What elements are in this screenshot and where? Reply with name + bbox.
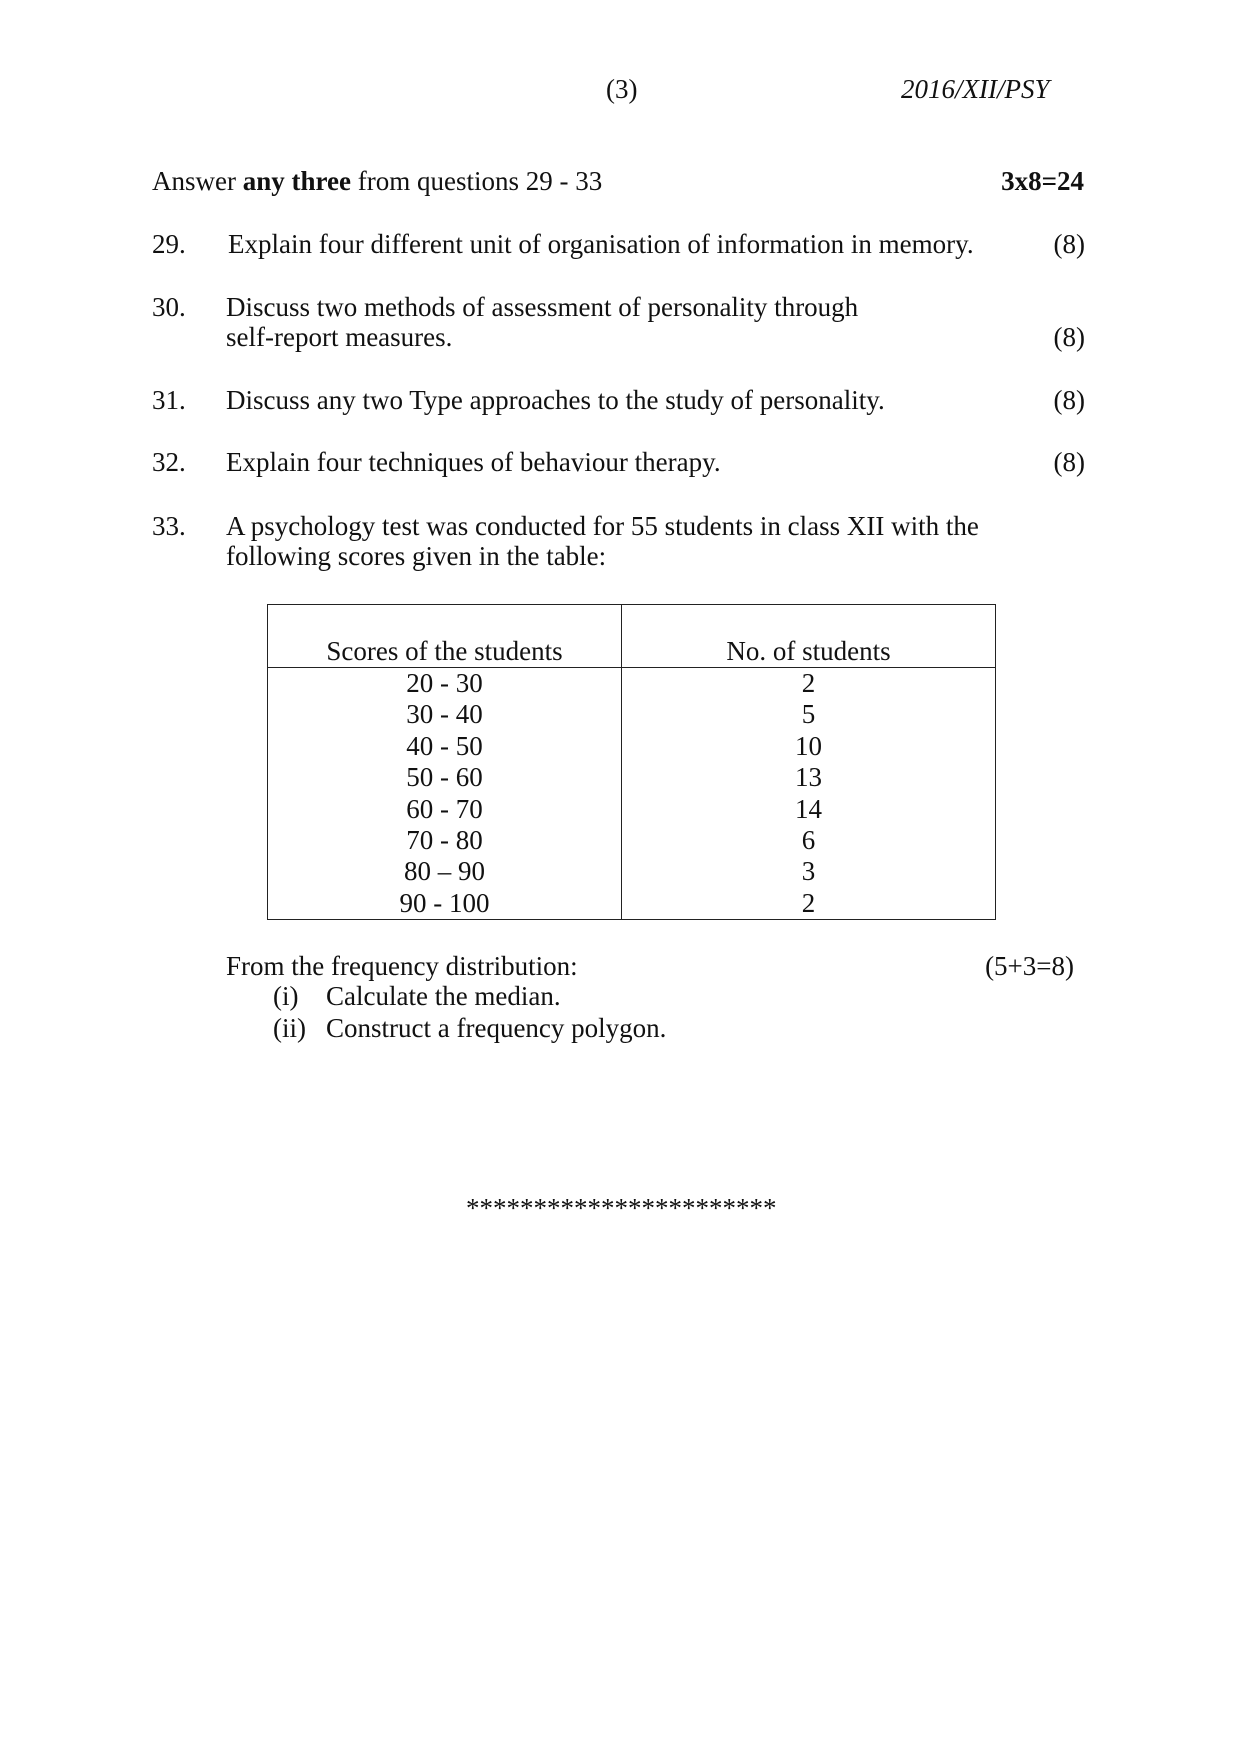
score-range-cell: 80 – 90 [268, 856, 622, 887]
student-count-cell: 10 [795, 730, 822, 761]
tasks-marks: (5+3=8) [985, 951, 1074, 981]
table-row [268, 888, 996, 920]
score-frequency-table [267, 604, 996, 920]
student-count-cell: 6 [801, 825, 816, 856]
question-marks: (8) [1053, 447, 1085, 477]
task-text: Calculate the median. [326, 981, 561, 1011]
table-row [268, 762, 996, 793]
question-marks: (8) [1053, 229, 1085, 259]
column-header-scores: Scores of the students [268, 605, 622, 668]
instruction-prefix: Answer [152, 166, 243, 196]
question-text: Explain four different unit of organisation of information in memory. [228, 229, 974, 259]
question-text-line-2: self-report measures. [226, 322, 453, 352]
score-range-cell: 40 - 50 [268, 731, 622, 762]
instruction-emphasis: any three [242, 166, 351, 196]
question-number: 30. [152, 292, 186, 322]
task-label: (i) [273, 981, 299, 1011]
table-row [268, 825, 996, 856]
student-count-cell: 5 [801, 699, 816, 730]
question-text: Explain four techniques of behaviour therapy. [226, 447, 721, 477]
table-header-row [268, 605, 996, 668]
question-text-line-1: A psychology test was conducted for 55 students in class XII with the [226, 511, 979, 541]
score-range-cell: 20 - 30 [268, 668, 622, 700]
question-number: 29. [152, 229, 186, 259]
student-count-cell: 2 [801, 887, 816, 918]
question-number: 31. [152, 385, 186, 415]
end-separator: *********************** [466, 1193, 777, 1223]
table-row [268, 856, 996, 887]
student-count-cell: 13 [795, 762, 822, 793]
column-header-count: No. of students [622, 605, 996, 668]
table-row [268, 668, 996, 700]
task-label: (ii) [273, 1013, 306, 1043]
section-instruction [152, 166, 602, 197]
tasks-intro: From the frequency distribution: [226, 951, 578, 981]
question-marks: (8) [1053, 385, 1085, 415]
score-range-cell: 70 - 80 [268, 825, 622, 856]
question-number: 33. [152, 511, 186, 541]
question-text-line-1: Discuss two methods of assessment of personality through [226, 292, 859, 322]
page-number: (3) [606, 74, 638, 104]
question-marks: (8) [1053, 322, 1085, 352]
student-count-cell: 14 [795, 793, 822, 824]
paper-code: 2016/XII/PSY [901, 74, 1050, 104]
student-count-cell: 2 [801, 668, 816, 698]
score-range-cell: 50 - 60 [268, 762, 622, 793]
table-row [268, 731, 996, 762]
table-row [268, 699, 996, 730]
instruction-suffix: from questions 29 - 33 [350, 166, 603, 196]
question-text: Discuss any two Type approaches to the study of personality. [226, 385, 885, 415]
task-text: Construct a frequency polygon. [326, 1013, 667, 1043]
student-count-cell: 3 [801, 856, 816, 887]
score-range-cell: 90 - 100 [268, 888, 622, 920]
table-row [268, 794, 996, 825]
question-text-line-2: following scores given in the table: [226, 541, 607, 571]
score-range-cell: 60 - 70 [268, 794, 622, 825]
section-marks: 3x8=24 [1001, 166, 1084, 196]
question-number: 32. [152, 447, 186, 477]
score-range-cell: 30 - 40 [268, 699, 622, 730]
